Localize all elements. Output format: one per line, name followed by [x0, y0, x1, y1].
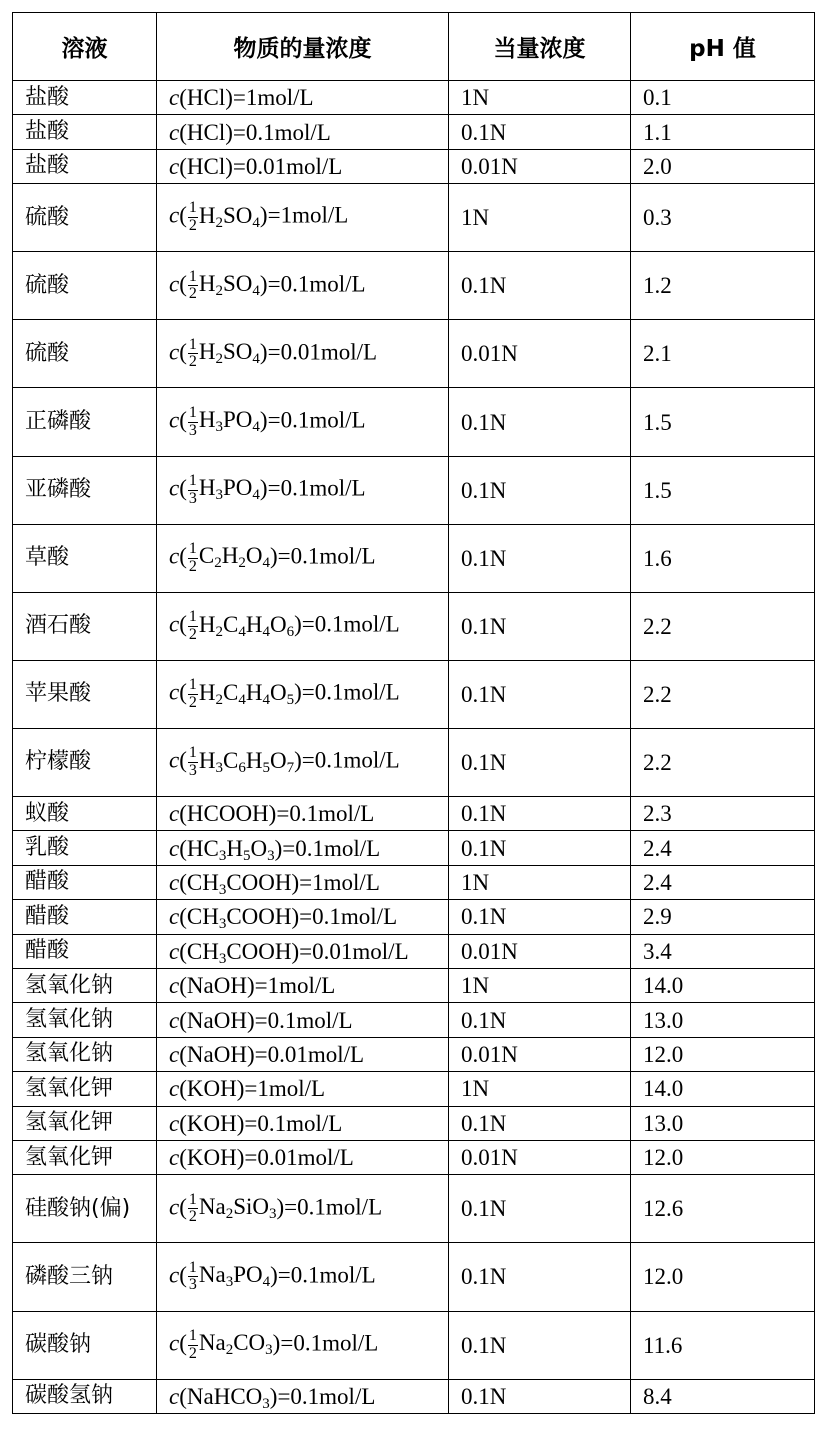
normality-cell: 1N: [449, 1072, 631, 1106]
concentration-value: 0.1mol/L: [290, 543, 376, 569]
header-row: [13, 13, 815, 81]
fraction-numerator: 1: [188, 1326, 197, 1344]
equivalent-fraction: [188, 1192, 198, 1227]
table-row: [13, 115, 815, 149]
fraction-denominator: 2: [188, 693, 197, 711]
solution-name: 碳酸钠: [13, 1311, 157, 1379]
molar-concentration-cell: c(HCl)=0.1mol/L: [157, 115, 449, 149]
molar-concentration-cell: c( $\frac{1}{2}$ $C_2H_2O_4)=0.1mol/L$: [157, 524, 449, 592]
table-body: [13, 81, 815, 1414]
fraction-numerator: 1: [188, 471, 197, 489]
table-row: [13, 252, 815, 320]
ph-cell: 2.2: [631, 660, 815, 728]
molar-concentration-cell: c( $\frac{1}{3}$ $H_3PO_4)=0.1mol/L$: [157, 456, 449, 524]
chemical-formula: $CH_3COOH$: [186, 938, 292, 967]
concentration-symbol: c: [169, 679, 180, 705]
concentration-symbol: c: [169, 835, 180, 861]
normality-cell: 0.01N: [449, 1037, 631, 1071]
ph-cell: 13.0: [631, 1106, 815, 1140]
concentration-symbol: c: [169, 1262, 180, 1288]
ph-cell: 11.6: [631, 1311, 815, 1379]
table-row: [13, 1243, 815, 1311]
normality-cell: 0.1N: [449, 900, 631, 934]
chemical-formula: $H_2SO_4$: [198, 203, 260, 231]
normality-cell: 1N: [449, 865, 631, 899]
concentration-value: 0.01mol/L: [267, 1041, 365, 1067]
chemical-formula: NaOH: [186, 1007, 247, 1033]
chemical-formula: $H_2SO_4$: [198, 339, 260, 368]
concentration-value: 0.1mol/L: [295, 835, 381, 861]
equivalent-fraction: [188, 337, 198, 372]
concentration-value: 0.1mol/L: [314, 611, 400, 637]
solution-name: 碳酸氢钠: [13, 1379, 157, 1413]
header-molar-concentration: 物质的量浓度: [157, 13, 449, 81]
molar-concentration-cell: $c(HC_3H_5O_3)=0.1mol/L$: [157, 831, 449, 865]
concentration-symbol: c: [169, 869, 180, 895]
molar-concentration-cell: c( $\frac{1}{2}$ $H_2SO_4)=1mol/L$: [157, 184, 449, 252]
chemical-formula: $H_3C_6H_5O_7$: [198, 747, 295, 776]
equivalent-fraction: [188, 473, 198, 508]
solution-name: 硫酸: [13, 184, 157, 252]
concentration-symbol: c: [169, 973, 180, 999]
table-row: [13, 1140, 815, 1174]
table-row: [13, 797, 815, 831]
concentration-value: 0.1mol/L: [267, 1007, 353, 1033]
solution-name: 蚁酸: [13, 797, 157, 831]
concentration-value: 0.01mol/L: [280, 339, 378, 365]
fraction-numerator: 1: [188, 199, 197, 217]
normality-cell: 0.1N: [449, 115, 631, 149]
fraction-denominator: 2: [188, 1208, 197, 1226]
equivalent-fraction: [188, 677, 198, 712]
normality-cell: 0.1N: [449, 524, 631, 592]
molar-concentration-cell: c(HCl)=0.01mol/L: [157, 149, 449, 183]
table-row: [13, 388, 815, 456]
equivalent-fraction: [188, 405, 198, 440]
chemical-formula: NaOH: [186, 1041, 247, 1067]
chemical-formula: $CH_3COOH$: [186, 869, 292, 898]
molar-concentration-cell: c(HCl)=1mol/L: [157, 81, 449, 115]
normality-cell: 0.1N: [449, 1106, 631, 1140]
chemical-formula: KOH: [186, 1145, 237, 1171]
header-ph: pH 值: [631, 13, 815, 81]
solution-name: 氢氧化钾: [13, 1140, 157, 1174]
solution-name: 醋酸: [13, 934, 157, 968]
normality-cell: 0.1N: [449, 1003, 631, 1037]
concentration-value: 0.1mol/L: [290, 1262, 376, 1288]
normality-cell: 0.1N: [449, 660, 631, 728]
fraction-denominator: 2: [188, 625, 197, 643]
ph-cell: 3.4: [631, 934, 815, 968]
chemical-formula: NaHCO$_3$: [186, 1383, 270, 1412]
chemical-formula: KOH: [186, 1076, 237, 1102]
equivalent-fraction: [188, 200, 198, 235]
ph-cell: 0.1: [631, 81, 815, 115]
concentration-symbol: c: [169, 1194, 180, 1220]
normality-cell: 0.1N: [449, 728, 631, 796]
chemical-formula: HCOOH: [186, 801, 269, 827]
fraction-denominator: 3: [188, 761, 197, 779]
molar-concentration-cell: c( $\frac{1}{3}$ $H_3PO_4)=0.1mol/L$: [157, 388, 449, 456]
table-row: [13, 1072, 815, 1106]
chemical-formula: $H_2C_4H_4O_6$: [198, 611, 295, 640]
concentration-symbol: c: [169, 1330, 180, 1356]
fraction-denominator: 3: [188, 421, 197, 439]
ph-cell: 2.2: [631, 592, 815, 660]
normality-cell: 0.1N: [449, 252, 631, 320]
chemical-formula: $Na_2SiO_3$: [198, 1194, 277, 1223]
fraction-numerator: 1: [188, 1190, 197, 1208]
ph-cell: 12.0: [631, 1140, 815, 1174]
concentration-symbol: c: [169, 153, 180, 179]
molar-concentration-cell: c( $\frac{1}{2}$ $H_2C_4H_4O_6)=0.1mol/L$: [157, 592, 449, 660]
ph-cell: 2.1: [631, 320, 815, 388]
concentration-symbol: c: [169, 85, 180, 111]
table-row: [13, 149, 815, 183]
table-row: [13, 1175, 815, 1243]
concentration-symbol: c: [169, 611, 180, 637]
chemical-formula: $H_2C_4H_4O_5$: [198, 679, 295, 708]
table-row: [13, 81, 815, 115]
concentration-symbol: c: [169, 801, 180, 827]
concentration-value: 0.01mol/L: [245, 153, 343, 179]
concentration-value: 0.1mol/L: [280, 475, 366, 501]
ph-cell: 13.0: [631, 1003, 815, 1037]
fraction-denominator: 2: [188, 1344, 197, 1362]
solution-name: 硅酸钠(偏): [13, 1175, 157, 1243]
normality-cell: 0.01N: [449, 1140, 631, 1174]
concentration-value: 0.1mol/L: [297, 1194, 383, 1220]
solution-name: 酒石酸: [13, 592, 157, 660]
concentration-value: 0.1mol/L: [280, 407, 366, 433]
equivalent-fraction: [188, 1260, 198, 1295]
solution-name: 氢氧化钾: [13, 1072, 157, 1106]
molar-concentration-cell: c( $\frac{1}{2}$ $H_2SO_4)=0.01mol/L$: [157, 320, 449, 388]
header-solution: 溶液: [13, 13, 157, 81]
equivalent-fraction: [188, 609, 198, 644]
ph-cell: 1.5: [631, 388, 815, 456]
normality-cell: 0.1N: [449, 831, 631, 865]
normality-cell: 0.01N: [449, 934, 631, 968]
molar-concentration-cell: c(NaHCO$_3$)=0.1mol/L: [157, 1379, 449, 1413]
ph-cell: 2.0: [631, 149, 815, 183]
table-row: [13, 934, 815, 968]
table-row: [13, 660, 815, 728]
fraction-numerator: 1: [188, 744, 197, 762]
concentration-value: 0.1mol/L: [314, 679, 400, 705]
chemical-formula: $H_3PO_4$: [198, 475, 260, 504]
concentration-value: 0.1mol/L: [280, 271, 366, 297]
molar-concentration-cell: c(HCOOH)=0.1mol/L: [157, 797, 449, 831]
concentration-symbol: c: [169, 747, 180, 773]
normality-cell: 0.1N: [449, 1379, 631, 1413]
solution-name: 乳酸: [13, 831, 157, 865]
normality-cell: 0.1N: [449, 456, 631, 524]
molar-concentration-cell: c( $\frac{1}{2}$ $H_2SO_4)=0.1mol/L$: [157, 252, 449, 320]
molar-concentration-cell: c( $\frac{1}{3}$ $H_3C_6H_5O_7)=0.1mol/L$: [157, 728, 449, 796]
molar-concentration-cell: $c(CH_3COOH)=1mol/L$: [157, 865, 449, 899]
ph-cell: 8.4: [631, 1379, 815, 1413]
ph-cell: 12.0: [631, 1243, 815, 1311]
concentration-value: 0.1mol/L: [289, 801, 375, 827]
molar-concentration-cell: c(KOH)=0.1mol/L: [157, 1106, 449, 1140]
concentration-value: 1mol/L: [267, 973, 336, 999]
table-row: [13, 320, 815, 388]
chemical-formula: HCl: [186, 153, 226, 179]
table-row: [13, 1379, 815, 1413]
solution-name: 氢氧化钾: [13, 1106, 157, 1140]
molar-concentration-cell: c( $\frac{1}{2}$ $H_2C_4H_4O_5)=0.1mol/L$: [157, 660, 449, 728]
fraction-denominator: 3: [188, 1276, 197, 1294]
solution-name: 亚磷酸: [13, 456, 157, 524]
fraction-numerator: 1: [188, 676, 197, 694]
solution-name: 盐酸: [13, 149, 157, 183]
concentration-symbol: c: [169, 203, 180, 228]
concentration-value: 1mol/L: [257, 1076, 326, 1102]
solution-name: 盐酸: [13, 115, 157, 149]
concentration-symbol: c: [169, 475, 180, 501]
molar-concentration-cell: c(KOH)=0.01mol/L: [157, 1140, 449, 1174]
normality-cell: 0.01N: [449, 149, 631, 183]
fraction-denominator: 2: [188, 557, 197, 575]
ph-cell: 1.2: [631, 252, 815, 320]
ph-cell: 2.3: [631, 797, 815, 831]
concentration-value: 1mol/L: [245, 85, 314, 111]
concentration-value: 0.1mol/L: [257, 1110, 343, 1136]
chemical-formula: $H_3PO_4$: [198, 407, 260, 436]
fraction-numerator: 1: [188, 1258, 197, 1276]
header-normality: 当量浓度: [449, 13, 631, 81]
normality-cell: 1N: [449, 81, 631, 115]
fraction-numerator: 1: [188, 403, 197, 421]
table-row: [13, 1311, 815, 1379]
molar-concentration-cell: c(KOH)=1mol/L: [157, 1072, 449, 1106]
normality-cell: 1N: [449, 968, 631, 1002]
normality-cell: 0.1N: [449, 1175, 631, 1243]
chemical-formula: NaOH: [186, 973, 247, 999]
chemical-formula: $C_2H_2O_4$: [198, 543, 270, 572]
chemical-formula: KOH: [186, 1110, 237, 1136]
chemical-formula: HCl: [186, 85, 226, 111]
ph-cell: 1.6: [631, 524, 815, 592]
table-row: [13, 1037, 815, 1071]
table-row: [13, 865, 815, 899]
molar-concentration-cell: $c(CH_3COOH)=0.1mol/L$: [157, 900, 449, 934]
ph-cell: 2.2: [631, 728, 815, 796]
chemical-formula: $Na_3PO_4$: [198, 1262, 271, 1291]
concentration-symbol: c: [169, 1145, 180, 1171]
concentration-symbol: c: [169, 271, 180, 297]
solution-name: 氢氧化钠: [13, 1003, 157, 1037]
normality-cell: 0.1N: [449, 388, 631, 456]
fraction-numerator: 1: [188, 267, 197, 285]
concentration-value: 1mol/L: [280, 203, 349, 228]
molar-concentration-cell: c(NaOH)=1mol/L: [157, 968, 449, 1002]
concentration-symbol: c: [169, 407, 180, 433]
equivalent-fraction: [188, 269, 198, 304]
solution-name: 醋酸: [13, 900, 157, 934]
concentration-symbol: c: [169, 119, 180, 145]
solution-name: 盐酸: [13, 81, 157, 115]
concentration-value: 0.1mol/L: [293, 1330, 379, 1356]
normality-cell: 0.01N: [449, 320, 631, 388]
ph-cell: 2.4: [631, 865, 815, 899]
normality-cell: 0.1N: [449, 592, 631, 660]
fraction-numerator: 1: [188, 335, 197, 353]
concentration-symbol: c: [169, 1076, 180, 1102]
chemical-formula: $CH_3COOH$: [186, 904, 292, 933]
chemical-formula: $H_2SO_4$: [198, 271, 260, 300]
ph-cell: 14.0: [631, 968, 815, 1002]
concentration-symbol: c: [169, 904, 180, 930]
solution-name: 氢氧化钠: [13, 1037, 157, 1071]
molar-concentration-cell: c( $\frac{1}{3}$ $Na_3PO_4)=0.1mol/L$: [157, 1243, 449, 1311]
chemical-formula: HCl: [186, 119, 226, 145]
table-row: [13, 592, 815, 660]
table-row: [13, 968, 815, 1002]
solution-name: 草酸: [13, 524, 157, 592]
table-row: [13, 1106, 815, 1140]
concentration-symbol: c: [169, 1007, 180, 1033]
ph-cell: 1.1: [631, 115, 815, 149]
ph-cell: 1.5: [631, 456, 815, 524]
solution-name: 硫酸: [13, 252, 157, 320]
ph-reference-table: [12, 12, 815, 1414]
fraction-denominator: 2: [188, 353, 197, 371]
solution-name: 苹果酸: [13, 660, 157, 728]
concentration-value: 0.1mol/L: [290, 1383, 376, 1409]
ph-cell: 0.3: [631, 184, 815, 252]
table-row: [13, 728, 815, 796]
normality-cell: 0.1N: [449, 797, 631, 831]
equivalent-fraction: [188, 745, 198, 780]
normality-cell: 0.1N: [449, 1243, 631, 1311]
table-row: [13, 184, 815, 252]
table-row: [13, 900, 815, 934]
solution-name: 醋酸: [13, 865, 157, 899]
ph-cell: 2.9: [631, 900, 815, 934]
ph-cell: 14.0: [631, 1072, 815, 1106]
fraction-denominator: 3: [188, 489, 197, 507]
concentration-symbol: c: [169, 1041, 180, 1067]
table-row: [13, 524, 815, 592]
solution-name: 氢氧化钠: [13, 968, 157, 1002]
ph-cell: 12.0: [631, 1037, 815, 1071]
molar-concentration-cell: c( $\frac{1}{2}$ $Na_2SiO_3)=0.1mol/L$: [157, 1175, 449, 1243]
normality-cell: 0.1N: [449, 1311, 631, 1379]
equivalent-fraction: [188, 541, 198, 576]
concentration-symbol: c: [169, 1383, 180, 1409]
molar-concentration-cell: $c(CH_3COOH)=0.01mol/L$: [157, 934, 449, 968]
solution-name: 磷酸三钠: [13, 1243, 157, 1311]
solution-name: 柠檬酸: [13, 728, 157, 796]
normality-cell: 1N: [449, 184, 631, 252]
table-row: [13, 1003, 815, 1037]
concentration-value: 0.1mol/L: [245, 119, 331, 145]
fraction-numerator: 1: [188, 607, 197, 625]
concentration-value: 0.01mol/L: [257, 1145, 354, 1171]
concentration-symbol: c: [169, 543, 180, 569]
table-row: [13, 831, 815, 865]
solution-name: 硫酸: [13, 320, 157, 388]
concentration-value: 0.01mol/L: [312, 938, 409, 964]
molar-concentration-cell: c( $\frac{1}{2}$ $Na_2CO_3)=0.1mol/L$: [157, 1311, 449, 1379]
equivalent-fraction: [188, 1328, 198, 1363]
fraction-numerator: 1: [188, 539, 197, 557]
molar-concentration-cell: c(NaOH)=0.01mol/L: [157, 1037, 449, 1071]
fraction-denominator: 2: [188, 285, 197, 303]
chemical-formula: $HC_3H_5O_3$: [186, 835, 275, 864]
solution-name: 正磷酸: [13, 388, 157, 456]
fraction-denominator: 2: [188, 217, 197, 235]
concentration-symbol: c: [169, 938, 180, 964]
chemical-formula: $Na_2CO_3$: [198, 1330, 273, 1359]
concentration-symbol: c: [169, 1110, 180, 1136]
concentration-symbol: c: [169, 339, 180, 365]
table-row: [13, 456, 815, 524]
concentration-value: 0.1mol/L: [314, 747, 400, 773]
concentration-value: 1mol/L: [312, 869, 380, 895]
concentration-value: 0.1mol/L: [312, 904, 398, 930]
ph-cell: 2.4: [631, 831, 815, 865]
ph-cell: 12.6: [631, 1175, 815, 1243]
molar-concentration-cell: c(NaOH)=0.1mol/L: [157, 1003, 449, 1037]
